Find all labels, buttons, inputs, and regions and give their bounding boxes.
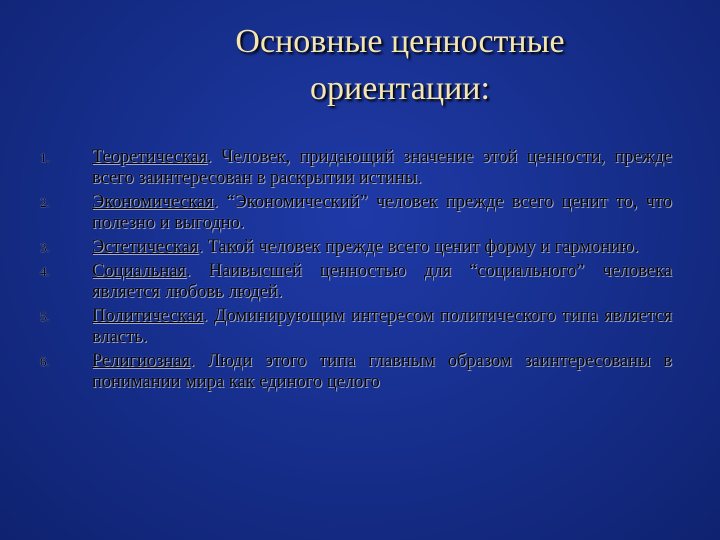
list-item-description: . “Экономический” человек прежде всего ценит то, что полезно и выгодно. [92,192,672,233]
list-item-text [92,147,672,189]
list-item [40,237,672,258]
list-item [40,147,672,189]
list-item-number: 2. [40,195,50,210]
list-item-description: . Наивысшей ценностью для “социального” человека является любовь людей. [92,261,672,302]
list-item-text [92,261,672,303]
list-item-text [92,237,672,258]
list-item-description: . Такой человек прежде всего ценит форму и гармонию. [198,237,639,257]
list-item-description: . Человек, придающий значение этой ценности, прежде всего заинтересован в раскрытии истины. [92,147,672,188]
list-item [40,351,672,393]
list-item [40,192,672,234]
list-item-number: 4. [40,264,50,279]
list-item-number: 3. [40,240,50,255]
list-item-term: Экономическая [92,192,214,212]
list-item-term: Эстетическая [92,237,199,257]
list-item [40,306,672,348]
value-orientations-list [40,147,672,396]
list-item-number: 1. [40,150,50,165]
list-item-text [92,351,672,393]
slide-title-line-2: ориентации: [310,70,490,107]
list-item-description: . Люди этого типа главным образом заинтересованы в понимании мира как единого целого [92,351,672,392]
list-item-term: Религиозная [92,351,191,371]
list-item-term: Теоретическая [92,147,208,167]
list-item-text [92,192,672,234]
list-item-term: Политическая [92,306,204,326]
list-item-number: 5. [40,309,50,324]
list-item-text [92,306,672,348]
slide-title [120,18,680,112]
list-item [40,261,672,303]
slide-title-line-1: Основные ценностные [235,23,565,60]
list-item-number: 6. [40,354,50,369]
list-item-description: . Доминирующим интересом политического типа является власть. [92,306,672,347]
list-item-term: Социальная [92,261,187,281]
